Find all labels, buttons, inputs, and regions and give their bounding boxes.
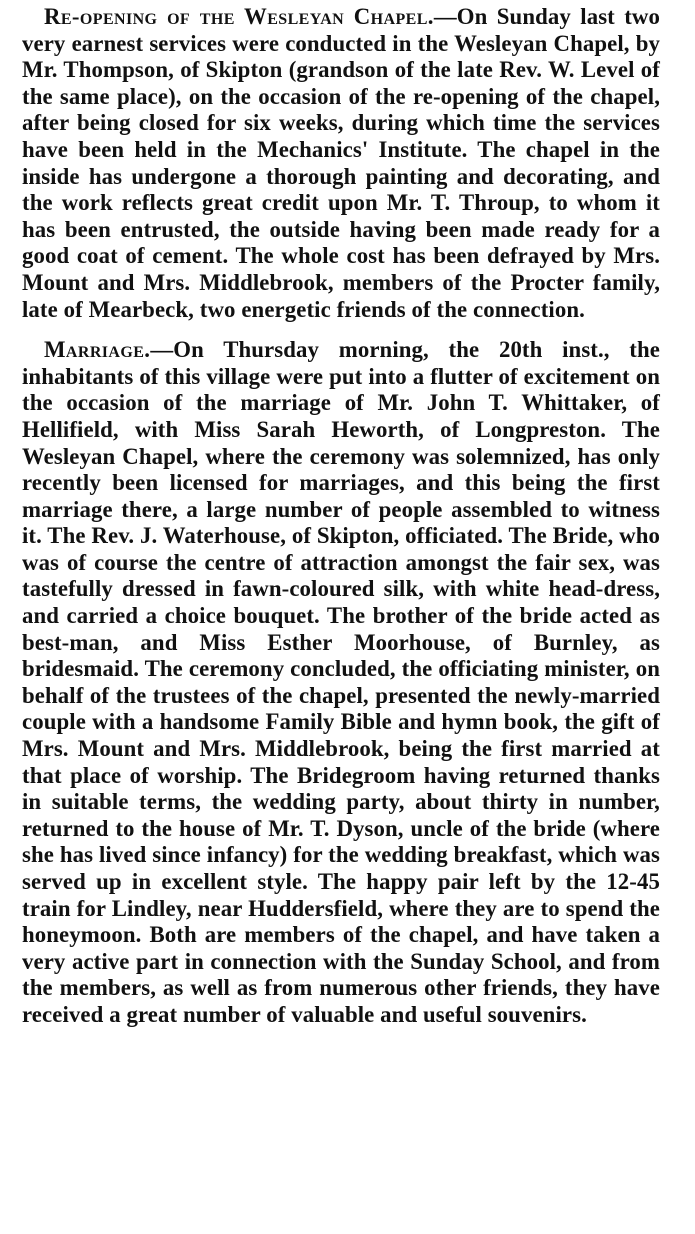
article-marriage bbox=[22, 337, 660, 1028]
newspaper-column bbox=[22, 4, 660, 1029]
article-heading: Re-opening of the Wesleyan Chapel. bbox=[44, 4, 434, 29]
article-heading: Marriage. bbox=[44, 337, 151, 363]
article-reopening-chapel bbox=[22, 4, 660, 323]
article-body: —On Sunday last two very earnest services were conducted in the Wesleyan Chapel, by Mr. Thompson, of Skipton (grandson of the late Rev. W. Level of the same place), on the occasion of the re-opening of the chapel, after being closed for six weeks, during which time the services have been held in the Mechanics' Institute. The chapel in the inside has undergone a thorough painting and decorating, and the work reflects great credit upon Mr. T. Throup, to whom it has been entrusted, the outside having been made ready for a good coat of cement. The whole cost has been defrayed by Mrs. Mount and Mrs. Middlebrook, members of the Procter family, late of Mearbeck, two energetic friends of the connection. bbox=[22, 4, 660, 322]
article-body: —On Thursday morning, the 20th inst., the inhabitants of this village were put into a flutter of excitement on the occasion of the marriage of Mr. John T. Whittaker, of Hellifield, with Miss Sarah Heworth, of Longpreston. The Wesleyan Chapel, where the ceremony was solemnized, has only recently been licensed for marriages, and this being the first marriage there, a large number of people assembled to witness it. The Rev. J. Waterhouse, of Skipton, officiated. The Bride, who was of course the centre of attraction amongst the fair sex, was tastefully dressed in fawn-coloured silk, with white head-dress, and carried a choice bouquet. The brother of the bride acted as best-man, and Miss Esther Moorhouse, of Burnley, as bridesmaid. The ceremony concluded, the officiating minister, on behalf of the trustees of the chapel, presented the newly-married couple with a handsome Family Bible and hymn book, the gift of Mrs. Mount and Mrs. Middlebrook, being the first married at that place of worship. The Bridegroom having returned thanks in suitable terms, the wedding party, about thirty in number, returned to the house of Mr. T. Dyson, uncle of the bride (where she has lived since infancy) for the wedding breakfast, which was served up in excellent style. The happy pair left by the 12-45 train for Lindley, near Huddersfield, where they are to spend the honeymoon. Both are members of the chapel, and have taken a very active part in connection with the Sunday School, and from the members, as well as from numerous other friends, they have received a great number of valuable and useful souvenirs. bbox=[22, 337, 660, 1027]
